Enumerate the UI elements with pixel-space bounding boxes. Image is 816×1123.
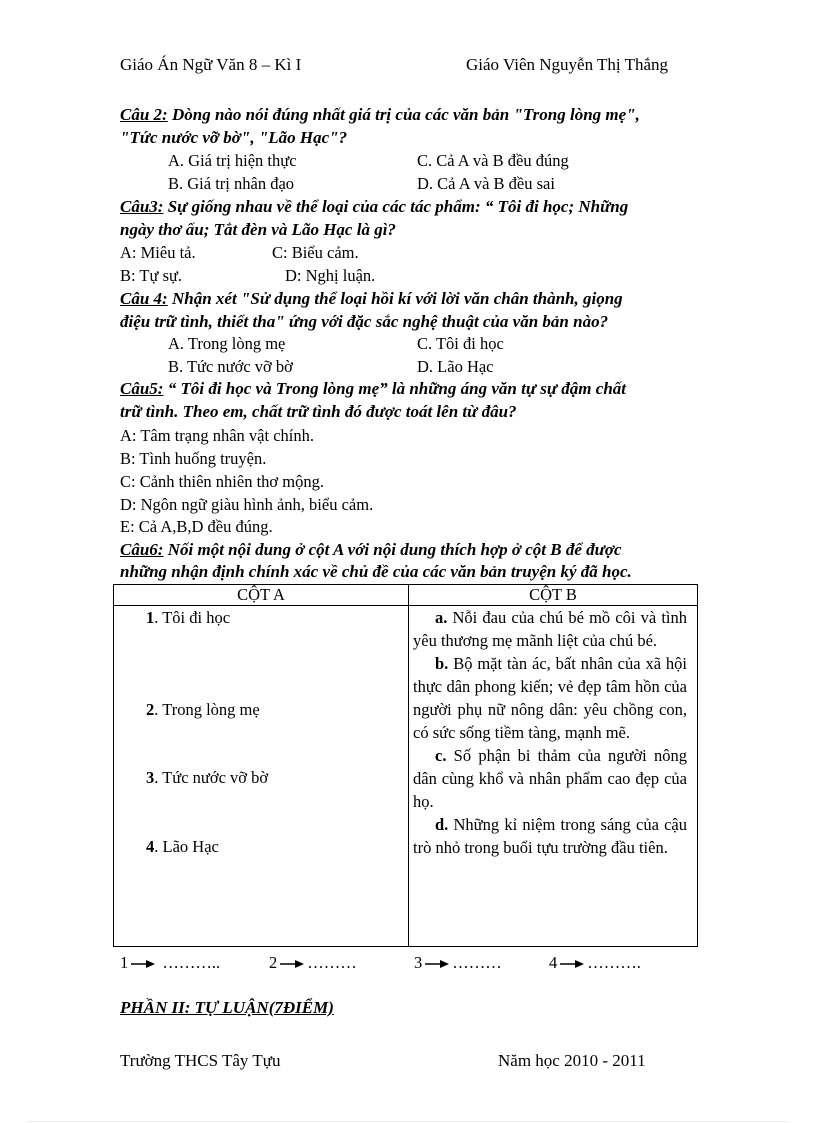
footer-left: Trường THCS Tây Tựu [120, 1051, 281, 1070]
arrow-right-icon [279, 959, 305, 969]
q3-line1 [120, 197, 628, 217]
column-a-item: 1. Tôi đi học [146, 608, 231, 627]
q5-text1: “ Tôi đi học và Trong lòng mẹ” là những áng văn tự sự đậm chất [163, 379, 626, 398]
column-a-header: CỘT A [114, 585, 409, 606]
q3-option-d: D: Nghị luận. [285, 266, 376, 285]
answer-slot-1: 1 ……….. [120, 953, 221, 972]
q4-option-b: B. Tức nước vỡ bờ [168, 357, 293, 376]
q5-option-d: D: Ngôn ngữ giàu hình ảnh, biểu cảm. [120, 495, 374, 514]
q4-text2: điệu trữ tình, thiết tha" ứng với đặc sắc nghệ thuật của văn bản nào? [120, 312, 609, 331]
q3-number: Câu3: [120, 197, 164, 216]
q6-text1: Nối một nội dung ở cột A với nội dung thích hợp ở cột B để được [163, 540, 622, 559]
q3-text2: ngày thơ ấu; Tắt đèn và Lão Hạc là gì? [120, 220, 396, 239]
column-b-header: CỘT B [409, 585, 698, 606]
q6-number: Câu6: [120, 540, 164, 559]
footer-right: Năm học 2010 - 2011 [498, 1051, 646, 1070]
arrow-right-icon [130, 959, 156, 969]
header-left: Giáo Án Ngữ Văn 8 – Kì I [120, 55, 302, 74]
column-a [114, 606, 409, 947]
q3-option-c: C: Biểu cảm. [272, 243, 359, 262]
matching-table [113, 584, 698, 947]
q2-number: Câu 2: [120, 105, 168, 124]
q2-option-d: D. Cả A và B đều sai [417, 174, 555, 193]
column-b-item: a. Nỗi đau của chú bé mồ côi và tình yêu thương mẹ mãnh liệt của chú bé. [413, 608, 687, 650]
q2-option-c: C. Cả A và B đều đúng [417, 151, 569, 170]
q4-number: Câu 4: [120, 289, 168, 308]
column-b-item: d. Những kỉ niệm trong sáng của cậu trò nhỏ trong buổi tựu trường đầu tiên. [413, 815, 687, 857]
header-right: Giáo Viên Nguyễn Thị Thắng [466, 55, 669, 74]
q5-number: Câu5: [120, 379, 164, 398]
q3-option-a: A: Miêu tả. [120, 243, 196, 262]
q2-option-b: B. Giá trị nhân đạo [168, 174, 295, 193]
q5-option-b: B: Tình huống truyện. [120, 449, 267, 468]
q5-line1 [120, 379, 626, 399]
q4-option-d: D. Lão Hạc [417, 357, 494, 376]
column-a-item: 4. Lão Hạc [146, 837, 219, 856]
q4-text1: Nhận xét "Sử dụng thể loại hồi kí với lời văn chân thành, giọng [167, 289, 623, 308]
q2-option-a: A. Giá trị hiện thực [168, 151, 297, 170]
q4-option-c: C. Tôi đi học [417, 334, 504, 353]
column-b [409, 606, 698, 947]
column-b-item: b. Bộ mặt tàn ác, bất nhân của xã hội thực dân phong kiến; vẻ đẹp tâm hồn của người phụ nữ nông dân: yêu chồng con, có sức sống tiềm tàng, mạnh mẽ. [413, 654, 687, 742]
page-bottom-rule [28, 1121, 788, 1122]
q4-line1 [120, 289, 623, 309]
q3-text1: Sự giống nhau về thể loại của các tác phẩm: “ Tôi đi học; Những [163, 197, 629, 216]
answer-slot-3: 3 ……… [414, 953, 502, 972]
q2-text2: "Tức nước vỡ bờ", "Lão Hạc"? [120, 128, 348, 147]
arrow-right-icon [424, 959, 450, 969]
q2-line1 [120, 105, 640, 125]
q5-option-c: C: Cảnh thiên nhiên thơ mộng. [120, 472, 324, 491]
q6-line1 [120, 540, 622, 560]
answer-slot-2: 2 ……… [269, 953, 357, 972]
q5-text2: trữ tình. Theo em, chất trữ tình đó được toát lên từ đâu? [120, 402, 517, 421]
answer-slot-4: 4 ………. [549, 953, 641, 972]
column-b-item: c. Số phận bi thảm của người nông dân cùng khổ và nhân phẩm cao đẹp của họ. [413, 746, 687, 811]
q4-option-a: A. Trong lòng mẹ [168, 334, 286, 353]
q2-text1: Dòng nào nói đúng nhất giá trị của các văn bản "Trong lòng mẹ", [167, 105, 640, 124]
q6-text2: những nhận định chính xác về chủ đề của các văn bản truyện ký đã học. [120, 562, 632, 581]
column-a-item: 3. Tức nước vỡ bờ [146, 768, 269, 787]
column-a-item: 2. Trong lòng mẹ [146, 700, 260, 719]
q5-option-e: E: Cả A,B,D đều đúng. [120, 517, 273, 536]
q5-option-a: A: Tâm trạng nhân vật chính. [120, 426, 314, 445]
q3-option-b: B: Tự sự. [120, 266, 183, 285]
arrow-right-icon [559, 959, 585, 969]
part2-heading: PHẦN II: TỰ LUẬN(7ĐIỂM) [120, 998, 334, 1017]
